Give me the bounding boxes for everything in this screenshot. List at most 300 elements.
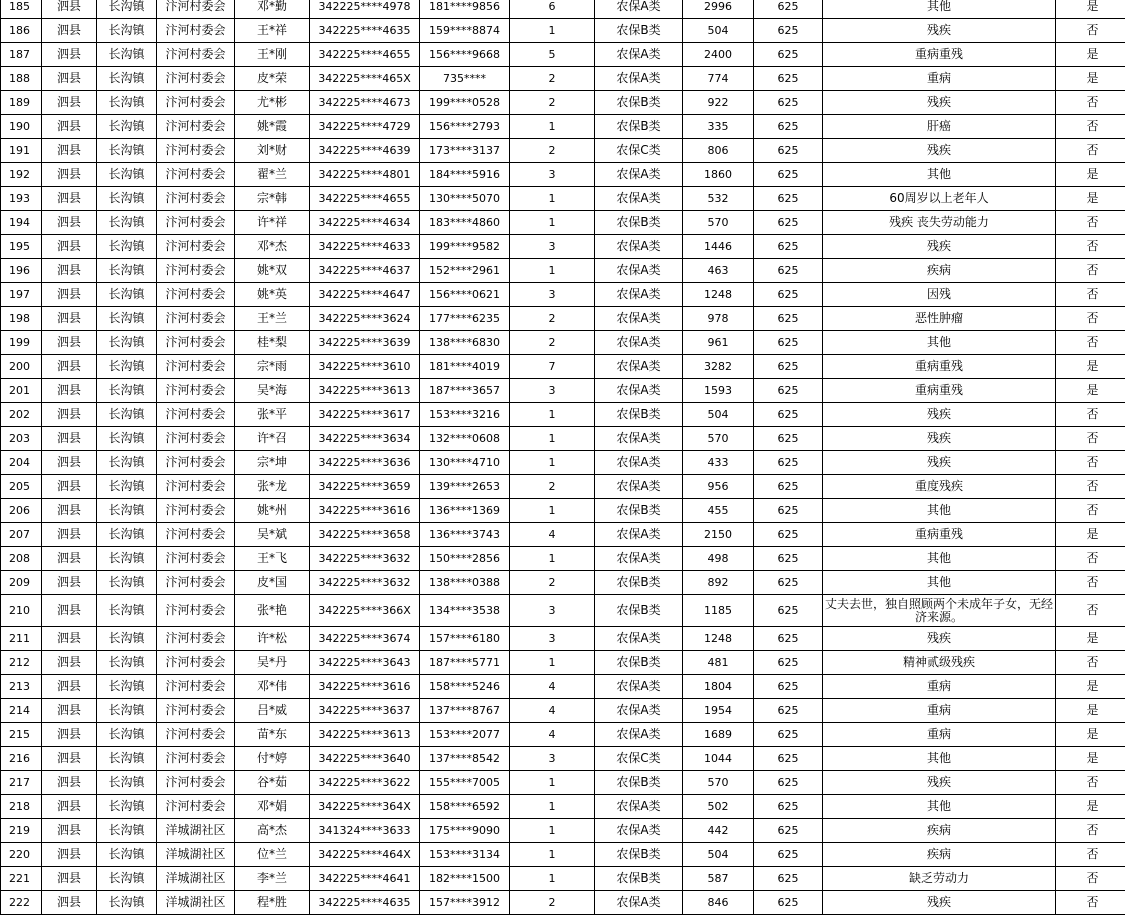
cell-insurance-type: 农保B类: [595, 499, 683, 523]
cell-flag: 是: [1056, 523, 1125, 547]
cell-flag: 否: [1056, 427, 1125, 451]
cell-household-size: 1: [510, 867, 595, 891]
cell-phone: 150****2856: [420, 547, 510, 571]
cell-standard: 625: [754, 211, 823, 235]
cell-county: 泗县: [42, 331, 97, 355]
cell-phone: 199****9582: [420, 235, 510, 259]
cell-county: 泗县: [42, 427, 97, 451]
cell-amount: 1954: [683, 699, 754, 723]
cell-amount: 532: [683, 187, 754, 211]
cell-flag: 否: [1056, 595, 1125, 627]
cell-household-size: 6: [510, 0, 595, 19]
table-row: [1, 187, 1125, 211]
cell-insurance-type: 农保A类: [595, 43, 683, 67]
table-row: [1, 355, 1125, 379]
cell-name: 王*飞: [235, 547, 310, 571]
cell-amount: 1044: [683, 747, 754, 771]
cell-phone: 177****6235: [420, 307, 510, 331]
cell-id-number: 342225****3659: [310, 475, 420, 499]
cell-standard: 625: [754, 427, 823, 451]
cell-household-size: 7: [510, 355, 595, 379]
cell-row-index: 211: [1, 627, 42, 651]
cell-name: 桂*梨: [235, 331, 310, 355]
cell-id-number: 342225****3640: [310, 747, 420, 771]
cell-flag: 否: [1056, 19, 1125, 43]
table-row: [1, 627, 1125, 651]
cell-insurance-type: 农保C类: [595, 747, 683, 771]
table-row: [1, 331, 1125, 355]
cell-insurance-type: 农保B类: [595, 571, 683, 595]
cell-village: 汴河村委会: [157, 115, 235, 139]
cell-amount: 846: [683, 891, 754, 915]
cell-household-size: 4: [510, 699, 595, 723]
cell-id-number: 342225****3632: [310, 571, 420, 595]
cell-id-number: 342225****4635: [310, 891, 420, 915]
cell-reason: 重病重残: [823, 355, 1056, 379]
cell-standard: 625: [754, 283, 823, 307]
cell-name: 王*兰: [235, 307, 310, 331]
cell-village: 汴河村委会: [157, 699, 235, 723]
cell-household-size: 4: [510, 723, 595, 747]
cell-county: 泗县: [42, 627, 97, 651]
cell-amount: 1185: [683, 595, 754, 627]
cell-flag: 是: [1056, 699, 1125, 723]
cell-reason: 重病: [823, 723, 1056, 747]
cell-amount: 463: [683, 259, 754, 283]
cell-amount: 498: [683, 547, 754, 571]
cell-amount: 1593: [683, 379, 754, 403]
cell-county: 泗县: [42, 891, 97, 915]
cell-county: 泗县: [42, 283, 97, 307]
cell-amount: 806: [683, 139, 754, 163]
cell-standard: 625: [754, 499, 823, 523]
cell-household-size: 3: [510, 283, 595, 307]
cell-phone: 138****0388: [420, 571, 510, 595]
cell-county: 泗县: [42, 651, 97, 675]
cell-village: 汴河村委会: [157, 187, 235, 211]
cell-name: 许*祥: [235, 211, 310, 235]
cell-name: 苗*东: [235, 723, 310, 747]
cell-name: 姚*英: [235, 283, 310, 307]
cell-id-number: 342225****4655: [310, 43, 420, 67]
cell-insurance-type: 农保A类: [595, 163, 683, 187]
cell-insurance-type: 农保B类: [595, 771, 683, 795]
cell-town: 长沟镇: [97, 0, 157, 19]
cell-town: 长沟镇: [97, 843, 157, 867]
cell-town: 长沟镇: [97, 403, 157, 427]
cell-phone: 183****4860: [420, 211, 510, 235]
cell-row-index: 205: [1, 475, 42, 499]
table-row: [1, 819, 1125, 843]
cell-insurance-type: 农保B类: [595, 403, 683, 427]
cell-flag: 否: [1056, 867, 1125, 891]
cell-insurance-type: 农保A类: [595, 675, 683, 699]
cell-county: 泗县: [42, 547, 97, 571]
cell-row-index: 209: [1, 571, 42, 595]
cell-row-index: 208: [1, 547, 42, 571]
cell-insurance-type: 农保B类: [595, 595, 683, 627]
cell-reason: 残疾: [823, 891, 1056, 915]
cell-name: 刘*财: [235, 139, 310, 163]
cell-insurance-type: 农保A类: [595, 427, 683, 451]
cell-town: 长沟镇: [97, 67, 157, 91]
cell-name: 邓*勤: [235, 0, 310, 19]
cell-row-index: 185: [1, 0, 42, 19]
cell-village: 汴河村委会: [157, 139, 235, 163]
table-row: [1, 867, 1125, 891]
cell-flag: 是: [1056, 355, 1125, 379]
table-row: [1, 795, 1125, 819]
cell-id-number: 342225****3632: [310, 547, 420, 571]
cell-reason: 重病重残: [823, 523, 1056, 547]
cell-amount: 502: [683, 795, 754, 819]
cell-name: 王*祥: [235, 19, 310, 43]
cell-household-size: 1: [510, 211, 595, 235]
cell-insurance-type: 农保C类: [595, 139, 683, 163]
cell-flag: 否: [1056, 259, 1125, 283]
cell-insurance-type: 农保B类: [595, 867, 683, 891]
cell-amount: 481: [683, 651, 754, 675]
cell-name: 许*召: [235, 427, 310, 451]
cell-county: 泗县: [42, 475, 97, 499]
cell-village: 汴河村委会: [157, 499, 235, 523]
cell-reason: 其他: [823, 747, 1056, 771]
cell-household-size: 2: [510, 91, 595, 115]
cell-amount: 922: [683, 91, 754, 115]
cell-household-size: 2: [510, 571, 595, 595]
cell-standard: 625: [754, 571, 823, 595]
cell-id-number: 342225****3613: [310, 379, 420, 403]
cell-county: 泗县: [42, 595, 97, 627]
cell-row-index: 214: [1, 699, 42, 723]
cell-phone: 158****6592: [420, 795, 510, 819]
cell-amount: 1860: [683, 163, 754, 187]
cell-county: 泗县: [42, 699, 97, 723]
cell-id-number: 342225****3624: [310, 307, 420, 331]
cell-reason: 其他: [823, 499, 1056, 523]
cell-name: 吴*丹: [235, 651, 310, 675]
cell-id-number: 342225****4639: [310, 139, 420, 163]
cell-county: 泗县: [42, 187, 97, 211]
cell-standard: 625: [754, 67, 823, 91]
cell-flag: 否: [1056, 91, 1125, 115]
cell-id-number: 342225****3658: [310, 523, 420, 547]
cell-phone: 159****8874: [420, 19, 510, 43]
cell-county: 泗县: [42, 235, 97, 259]
cell-name: 姚*双: [235, 259, 310, 283]
cell-amount: 455: [683, 499, 754, 523]
cell-reason: 残疾: [823, 627, 1056, 651]
cell-amount: 1446: [683, 235, 754, 259]
cell-reason: 60周岁以上老年人: [823, 187, 1056, 211]
cell-row-index: 195: [1, 235, 42, 259]
cell-id-number: 342225****3610: [310, 355, 420, 379]
table-row: [1, 843, 1125, 867]
cell-amount: 774: [683, 67, 754, 91]
cell-insurance-type: 农保A类: [595, 547, 683, 571]
cell-town: 长沟镇: [97, 595, 157, 627]
cell-town: 长沟镇: [97, 675, 157, 699]
cell-row-index: 204: [1, 451, 42, 475]
cell-phone: 130****5070: [420, 187, 510, 211]
cell-household-size: 1: [510, 843, 595, 867]
cell-reason: 疾病: [823, 843, 1056, 867]
cell-name: 吴*海: [235, 379, 310, 403]
cell-county: 泗县: [42, 675, 97, 699]
cell-county: 泗县: [42, 403, 97, 427]
cell-town: 长沟镇: [97, 379, 157, 403]
cell-county: 泗县: [42, 723, 97, 747]
table-row: [1, 571, 1125, 595]
cell-name: 吴*斌: [235, 523, 310, 547]
cell-reason: 其他: [823, 163, 1056, 187]
table-row: [1, 675, 1125, 699]
cell-town: 长沟镇: [97, 771, 157, 795]
cell-flag: 否: [1056, 819, 1125, 843]
cell-town: 长沟镇: [97, 451, 157, 475]
cell-town: 长沟镇: [97, 747, 157, 771]
cell-flag: 是: [1056, 675, 1125, 699]
cell-amount: 3282: [683, 355, 754, 379]
cell-phone: 181****4019: [420, 355, 510, 379]
cell-flag: 否: [1056, 547, 1125, 571]
cell-insurance-type: 农保A类: [595, 795, 683, 819]
cell-household-size: 2: [510, 67, 595, 91]
cell-row-index: 219: [1, 819, 42, 843]
cell-village: 汴河村委会: [157, 795, 235, 819]
cell-id-number: 342225****3637: [310, 699, 420, 723]
table-row: [1, 211, 1125, 235]
cell-row-index: 207: [1, 523, 42, 547]
cell-phone: 153****2077: [420, 723, 510, 747]
cell-phone: 199****0528: [420, 91, 510, 115]
cell-reason: 残疾: [823, 451, 1056, 475]
cell-phone: 735****: [420, 67, 510, 91]
cell-insurance-type: 农保B类: [595, 19, 683, 43]
cell-amount: 1804: [683, 675, 754, 699]
cell-phone: 184****5916: [420, 163, 510, 187]
table-row: [1, 747, 1125, 771]
cell-row-index: 187: [1, 43, 42, 67]
cell-flag: 否: [1056, 211, 1125, 235]
table-row: [1, 547, 1125, 571]
cell-standard: 625: [754, 307, 823, 331]
cell-name: 张*龙: [235, 475, 310, 499]
cell-insurance-type: 农保B类: [595, 91, 683, 115]
cell-phone: 138****6830: [420, 331, 510, 355]
cell-household-size: 1: [510, 427, 595, 451]
cell-row-index: 220: [1, 843, 42, 867]
cell-village: 汴河村委会: [157, 547, 235, 571]
cell-phone: 157****6180: [420, 627, 510, 651]
cell-flag: 否: [1056, 451, 1125, 475]
table-row: [1, 163, 1125, 187]
cell-town: 长沟镇: [97, 523, 157, 547]
table-row: [1, 379, 1125, 403]
cell-village: 汴河村委会: [157, 0, 235, 19]
cell-flag: 是: [1056, 43, 1125, 67]
cell-id-number: 342225****4673: [310, 91, 420, 115]
cell-id-number: 342225****3674: [310, 627, 420, 651]
cell-phone: 181****9856: [420, 0, 510, 19]
cell-reason: 丈夫去世，独自照顾两个未成年子女，无经济来源。: [823, 595, 1056, 627]
cell-reason: 其他: [823, 795, 1056, 819]
cell-amount: 961: [683, 331, 754, 355]
cell-household-size: 2: [510, 139, 595, 163]
cell-county: 泗县: [42, 867, 97, 891]
cell-village: 汴河村委会: [157, 403, 235, 427]
cell-row-index: 201: [1, 379, 42, 403]
cell-row-index: 189: [1, 91, 42, 115]
cell-household-size: 1: [510, 795, 595, 819]
cell-village: 洋城湖社区: [157, 891, 235, 915]
cell-town: 长沟镇: [97, 627, 157, 651]
cell-id-number: 342225****465X: [310, 67, 420, 91]
cell-standard: 625: [754, 867, 823, 891]
cell-insurance-type: 农保A类: [595, 699, 683, 723]
cell-standard: 625: [754, 595, 823, 627]
cell-reason: 精神贰级残疾: [823, 651, 1056, 675]
cell-row-index: 215: [1, 723, 42, 747]
cell-row-index: 190: [1, 115, 42, 139]
cell-reason: 缺乏劳动力: [823, 867, 1056, 891]
cell-amount: 978: [683, 307, 754, 331]
cell-name: 宗*坤: [235, 451, 310, 475]
table-row: [1, 235, 1125, 259]
cell-insurance-type: 农保A类: [595, 723, 683, 747]
cell-flag: 是: [1056, 627, 1125, 651]
cell-flag: 否: [1056, 843, 1125, 867]
cell-county: 泗县: [42, 355, 97, 379]
cell-flag: 否: [1056, 475, 1125, 499]
cell-flag: 否: [1056, 235, 1125, 259]
cell-amount: 442: [683, 819, 754, 843]
cell-phone: 155****7005: [420, 771, 510, 795]
cell-name: 宗*雨: [235, 355, 310, 379]
cell-name: 尤*彬: [235, 91, 310, 115]
cell-amount: 335: [683, 115, 754, 139]
cell-town: 长沟镇: [97, 307, 157, 331]
cell-household-size: 4: [510, 675, 595, 699]
cell-county: 泗县: [42, 91, 97, 115]
cell-name: 付*婷: [235, 747, 310, 771]
cell-reason: 残疾: [823, 235, 1056, 259]
cell-standard: 625: [754, 547, 823, 571]
cell-flag: 是: [1056, 0, 1125, 19]
cell-household-size: 3: [510, 235, 595, 259]
cell-amount: 504: [683, 403, 754, 427]
cell-flag: 否: [1056, 771, 1125, 795]
cell-flag: 否: [1056, 139, 1125, 163]
cell-town: 长沟镇: [97, 355, 157, 379]
cell-standard: 625: [754, 403, 823, 427]
cell-village: 汴河村委会: [157, 723, 235, 747]
cell-reason: 残疾: [823, 91, 1056, 115]
cell-reason: 重度残疾: [823, 475, 1056, 499]
cell-standard: 625: [754, 379, 823, 403]
cell-phone: 187****3657: [420, 379, 510, 403]
cell-village: 汴河村委会: [157, 627, 235, 651]
cell-village: 汴河村委会: [157, 675, 235, 699]
cell-county: 泗县: [42, 0, 97, 19]
cell-standard: 625: [754, 259, 823, 283]
cell-amount: 504: [683, 19, 754, 43]
cell-id-number: 342225****4801: [310, 163, 420, 187]
table-row: [1, 403, 1125, 427]
cell-id-number: 342225****4647: [310, 283, 420, 307]
cell-household-size: 5: [510, 43, 595, 67]
cell-reason: 重病重残: [823, 43, 1056, 67]
cell-name: 皮*荣: [235, 67, 310, 91]
cell-reason: 其他: [823, 331, 1056, 355]
cell-reason: 残疾: [823, 403, 1056, 427]
cell-standard: 625: [754, 115, 823, 139]
cell-row-index: 188: [1, 67, 42, 91]
cell-row-index: 218: [1, 795, 42, 819]
cell-reason: 肝癌: [823, 115, 1056, 139]
cell-standard: 625: [754, 163, 823, 187]
cell-reason: 重病: [823, 699, 1056, 723]
cell-household-size: 3: [510, 163, 595, 187]
cell-village: 洋城湖社区: [157, 867, 235, 891]
cell-row-index: 186: [1, 19, 42, 43]
cell-id-number: 342225****4633: [310, 235, 420, 259]
cell-id-number: 342225****4635: [310, 19, 420, 43]
cell-town: 长沟镇: [97, 259, 157, 283]
cell-id-number: 342225****3613: [310, 723, 420, 747]
cell-insurance-type: 农保B类: [595, 115, 683, 139]
table-body: [1, 0, 1125, 915]
table-row: [1, 139, 1125, 163]
cell-town: 长沟镇: [97, 427, 157, 451]
cell-row-index: 196: [1, 259, 42, 283]
cell-village: 汴河村委会: [157, 651, 235, 675]
cell-id-number: 342225****3639: [310, 331, 420, 355]
cell-county: 泗县: [42, 43, 97, 67]
cell-village: 汴河村委会: [157, 67, 235, 91]
cell-reason: 残疾: [823, 771, 1056, 795]
cell-standard: 625: [754, 699, 823, 723]
cell-household-size: 1: [510, 451, 595, 475]
cell-flag: 否: [1056, 499, 1125, 523]
cell-village: 汴河村委会: [157, 475, 235, 499]
cell-row-index: 197: [1, 283, 42, 307]
cell-county: 泗县: [42, 523, 97, 547]
cell-reason: 疾病: [823, 819, 1056, 843]
cell-flag: 否: [1056, 891, 1125, 915]
table-row: [1, 723, 1125, 747]
cell-id-number: 342225****364X: [310, 795, 420, 819]
cell-reason: 残疾: [823, 427, 1056, 451]
cell-village: 汴河村委会: [157, 379, 235, 403]
cell-name: 翟*兰: [235, 163, 310, 187]
cell-flag: 是: [1056, 187, 1125, 211]
cell-phone: 134****3538: [420, 595, 510, 627]
cell-standard: 625: [754, 627, 823, 651]
cell-name: 谷*茹: [235, 771, 310, 795]
cell-standard: 625: [754, 747, 823, 771]
cell-town: 长沟镇: [97, 283, 157, 307]
cell-insurance-type: 农保B类: [595, 651, 683, 675]
cell-name: 吕*威: [235, 699, 310, 723]
cell-county: 泗县: [42, 211, 97, 235]
cell-name: 许*松: [235, 627, 310, 651]
cell-row-index: 194: [1, 211, 42, 235]
cell-amount: 570: [683, 771, 754, 795]
cell-phone: 153****3216: [420, 403, 510, 427]
cell-household-size: 1: [510, 651, 595, 675]
cell-amount: 1248: [683, 627, 754, 651]
